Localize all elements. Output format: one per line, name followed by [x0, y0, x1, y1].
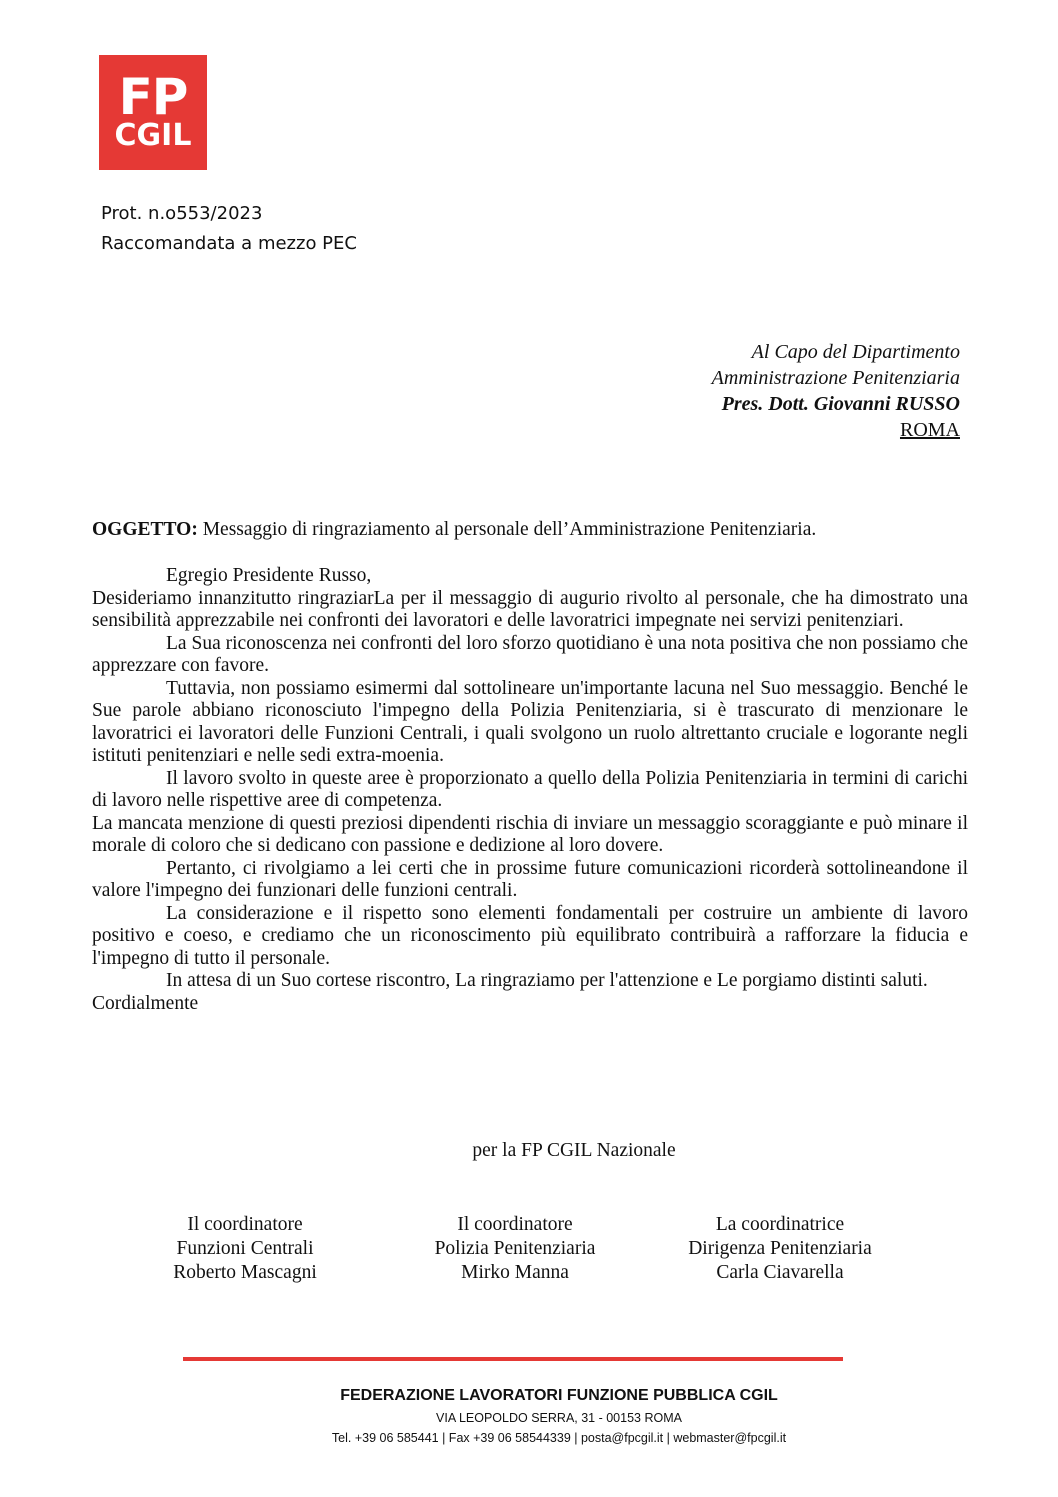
signature-block-1 [160, 1213, 330, 1285]
footer-org-name: FEDERAZIONE LAVORATORI FUNZIONE PUBBLICA CGIL [340, 1387, 778, 1404]
footer-divider [183, 1357, 843, 1361]
fp-cgil-logo [99, 55, 207, 170]
signature-name: Roberto Mascagni [173, 1262, 317, 1283]
footer-address: VIA LEOPOLDO SERRA, 31 - 00153 ROMA [436, 1411, 682, 1425]
paragraph-6: Pertanto, ci rivolgiamo a lei certi che in prossime future comunicazioni ricorderà sottolineandone il valore l'impegno dei funzionari delle funzioni centrali. [92, 857, 968, 901]
signature-role: La coordinatrice [715, 1214, 845, 1235]
paragraph-5: La mancata menzione di questi preziosi dipendenti rischia di inviare un messaggio scoraggiante e può minare il morale di coloro che si dedicano con passione e dedizione al loro dovere. [92, 812, 968, 856]
addressee-line-1: Al Capo del Dipartimento [751, 341, 960, 363]
subject-label: OGGETTO: [92, 519, 198, 540]
signature-role: Il coordinatore [187, 1214, 303, 1235]
protocol-block [101, 199, 357, 259]
closing: Cordialmente [92, 992, 199, 1014]
subject-line [92, 519, 968, 542]
signature-name: Carla Ciavarella [716, 1262, 844, 1283]
signature-name: Mirko Manna [461, 1262, 569, 1283]
delivery-method: Raccomandata a mezzo PEC [101, 233, 357, 254]
logo-fp-text: FP [118, 67, 188, 126]
signature-area: Polizia Penitenziaria [434, 1238, 596, 1259]
signature-role: Il coordinatore [457, 1214, 573, 1235]
paragraph-7: La considerazione e il rispetto sono elementi fondamentali per costruire un ambiente di lavoro positivo e coeso, e crediamo che un riconoscimento più equilibrato contribuirà a rafforzare la fiducia e l'impegno di tutto il personale. [92, 902, 968, 969]
signature-block-3 [670, 1213, 890, 1285]
paragraph-4: Il lavoro svolto in queste aree è proporzionato a quello della Polizia Penitenziaria in termini di carichi di lavoro nelle rispettive aree di competenza. [92, 767, 968, 811]
signature-area: Dirigenza Penitenziaria [688, 1238, 872, 1259]
subject-text: Messaggio di ringraziamento al personale dell’Amministrazione Penitenziaria. [197, 519, 817, 540]
paragraph-3: Tuttavia, non possiamo esimermi dal sottolineare un'importante lacuna nel Suo messaggio. Benché le Sue parole abbiano riconosciuto l'impegno della Polizia Penitenziaria, si è trascurato di menzionare le lavoratrici ei lavoratori delle Funzioni Centrali, i quali svolgono un ruolo altrettanto cruciale e logorante negli istituti penitenziari e nelle sedi extra-moenia. [92, 677, 968, 766]
signature-area: Funzioni Centrali [176, 1238, 314, 1259]
addressee-city: ROMA [899, 419, 960, 441]
addressee-line-2: Amministrazione Penitenziaria [711, 367, 960, 389]
addressee-name: Pres. Dott. Giovanni RUSSO [721, 393, 960, 415]
footer-contacts: Tel. +39 06 585441 | Fax +39 06 58544339 | posta@fpcgil.it | webmaster@fpcgil.it [331, 1431, 787, 1445]
addressee-block [712, 339, 960, 443]
protocol-number: Prot. n.o553/2023 [101, 203, 263, 224]
signature-block-2 [420, 1213, 610, 1285]
paragraph-8: In attesa di un Suo cortese riscontro, La ringraziamo per l'attenzione e Le porgiamo distinti saluti. [166, 970, 928, 991]
signature-for-line: per la FP CGIL Nazionale [472, 1140, 676, 1161]
letter-body [92, 565, 968, 1015]
paragraph-2: La Sua riconoscenza nei confronti del loro sforzo quotidiano è una nota positiva che non possiamo che apprezzare con favore. [92, 632, 968, 676]
salutation: Egregio Presidente Russo, [166, 565, 372, 586]
paragraph-1: Desideriamo innanzitutto ringraziarLa per il messaggio di augurio rivolto al personale, che ha dimostrato una sensibilità apprezzabile nei confronti dei lavoratori e delle lavoratrici impegnate nei servizi penitenziari. [92, 587, 968, 631]
logo-cgil-text: CGIL [114, 117, 192, 153]
